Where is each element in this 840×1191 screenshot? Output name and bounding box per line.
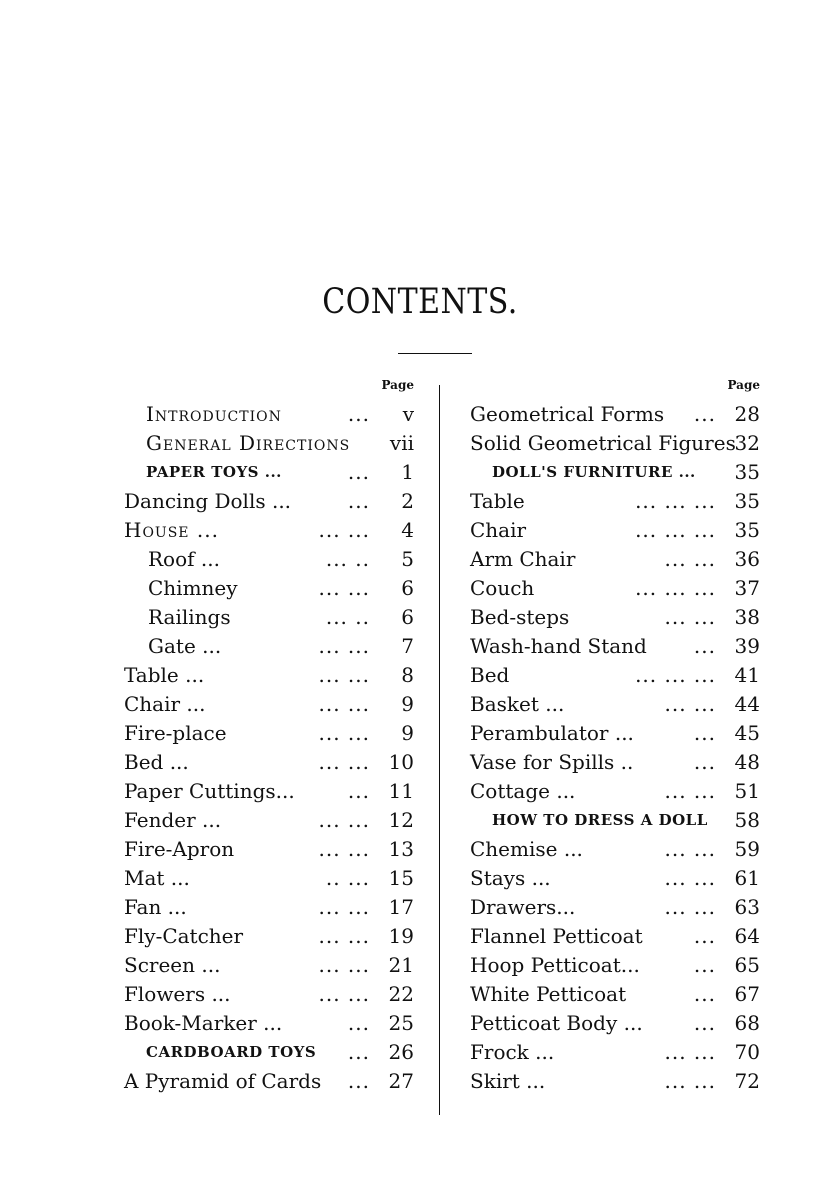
page-column-header: Page xyxy=(727,378,760,392)
contents-entry xyxy=(470,719,760,748)
entry-page-number: 39 xyxy=(734,634,760,658)
entry-title: Bed ... xyxy=(124,750,189,774)
entry-title: Book-Marker ... xyxy=(124,1011,283,1035)
entry-page-number: vii xyxy=(389,431,414,455)
contents-entry xyxy=(470,951,760,980)
entry-page-number: 22 xyxy=(388,982,414,1006)
entry-page-number: 19 xyxy=(388,924,414,948)
leader-dots: ... xyxy=(347,779,370,803)
entry-page-number: 45 xyxy=(734,721,760,745)
contents-entry xyxy=(124,1038,414,1067)
entry-page-number: 13 xyxy=(388,837,414,861)
leader-dots: .. ... xyxy=(325,866,370,890)
contents-left-column xyxy=(124,378,414,1096)
leader-dots: ... ... ... xyxy=(635,663,716,687)
contents-entry xyxy=(124,429,414,458)
contents-entry xyxy=(124,1067,414,1096)
entry-title: Table ... xyxy=(124,663,205,687)
contents-entry xyxy=(470,1038,760,1067)
contents-entry xyxy=(470,864,760,893)
contents-entry xyxy=(470,516,760,545)
leader-dots: ... .. xyxy=(325,605,370,629)
contents-entry xyxy=(124,777,414,806)
entry-page-number: 44 xyxy=(734,692,760,716)
entry-page-number: 26 xyxy=(388,1040,414,1064)
contents-entry xyxy=(470,980,760,1009)
entry-title: Bed xyxy=(470,663,510,687)
contents-entry xyxy=(124,748,414,777)
leader-dots: ... ... xyxy=(318,576,370,600)
contents-entry xyxy=(124,487,414,516)
leader-dots: ... ... xyxy=(664,547,716,571)
leader-dots: ... ... xyxy=(664,895,716,919)
entry-page-number: 32 xyxy=(734,431,760,455)
entry-page-number: 35 xyxy=(734,460,760,484)
entry-page-number: 17 xyxy=(388,895,414,919)
leader-dots: ... xyxy=(347,1040,370,1064)
contents-entry xyxy=(470,429,760,458)
leader-dots: ... xyxy=(693,953,716,977)
entry-page-number: 21 xyxy=(388,953,414,977)
entry-page-number: 6 xyxy=(401,605,414,629)
contents-entry xyxy=(124,951,414,980)
entry-page-number: 58 xyxy=(734,808,760,832)
entry-page-number: 15 xyxy=(388,866,414,890)
entry-title: Fire-Apron xyxy=(124,837,235,861)
entry-page-number: 27 xyxy=(388,1069,414,1093)
leader-dots: ... xyxy=(693,1011,716,1035)
leader-dots: ... xyxy=(347,402,370,426)
entry-page-number: 7 xyxy=(401,634,414,658)
leader-dots: ... ... xyxy=(664,1040,716,1064)
entry-title: Chimney xyxy=(148,576,238,600)
leader-dots: ... ... xyxy=(318,663,370,687)
entry-page-number: 1 xyxy=(401,460,414,484)
entry-title: DOLL'S FURNITURE ... xyxy=(492,463,696,481)
entry-page-number: 9 xyxy=(401,721,414,745)
entry-page-number: 72 xyxy=(734,1069,760,1093)
entry-page-number: 8 xyxy=(401,663,414,687)
entry-title: Mat ... xyxy=(124,866,190,890)
contents-right-column xyxy=(470,378,760,1096)
contents-entry xyxy=(124,603,414,632)
entry-page-number: 4 xyxy=(401,518,414,542)
entry-page-number: 68 xyxy=(734,1011,760,1035)
leader-dots: ... xyxy=(693,750,716,774)
entry-title: Flannel Petticoat xyxy=(470,924,643,948)
entry-title: Vase for Spills .. xyxy=(470,750,634,774)
leader-dots: ... xyxy=(347,489,370,513)
contents-entry xyxy=(470,603,760,632)
leader-dots: ... ... xyxy=(318,750,370,774)
entry-title: Railings xyxy=(148,605,231,629)
entry-title: Fender ... xyxy=(124,808,222,832)
contents-entry xyxy=(124,980,414,1009)
contents-entry xyxy=(124,1009,414,1038)
entry-title: Cottage ... xyxy=(470,779,576,803)
contents-entry xyxy=(470,777,760,806)
leader-dots: ... ... xyxy=(664,837,716,861)
contents-entry xyxy=(470,661,760,690)
entry-title: Hoop Petticoat... xyxy=(470,953,640,977)
entry-title: Wash-hand Stand xyxy=(470,634,647,658)
contents-entry xyxy=(124,661,414,690)
entry-page-number: 41 xyxy=(734,663,760,687)
entry-title: Perambulator ... xyxy=(470,721,634,745)
entry-page-number: 64 xyxy=(734,924,760,948)
entry-page-number: 11 xyxy=(388,779,414,803)
contents-entry xyxy=(124,922,414,951)
entry-page-number: 63 xyxy=(734,895,760,919)
entry-title: Fire-place xyxy=(124,721,227,745)
contents-entry xyxy=(124,458,414,487)
contents-entry xyxy=(124,574,414,603)
title-rule xyxy=(398,353,472,354)
entry-title: Chemise ... xyxy=(470,837,583,861)
contents-entry xyxy=(470,835,760,864)
entry-page-number: 67 xyxy=(734,982,760,1006)
leader-dots: ... ... xyxy=(318,924,370,948)
entry-title: Frock ... xyxy=(470,1040,555,1064)
leader-dots: ... xyxy=(693,402,716,426)
entry-title: Bed-steps xyxy=(470,605,570,629)
entry-title: Chair xyxy=(470,518,527,542)
entry-title: Flowers ... xyxy=(124,982,231,1006)
contents-entry xyxy=(124,719,414,748)
contents-entry xyxy=(470,893,760,922)
contents-entry xyxy=(470,1067,760,1096)
contents-entry xyxy=(124,632,414,661)
contents-entry xyxy=(124,690,414,719)
contents-entry xyxy=(470,1009,760,1038)
contents-entry xyxy=(124,835,414,864)
leader-dots: ... ... ... xyxy=(635,518,716,542)
leader-dots: ... xyxy=(693,982,716,1006)
entry-page-number: 9 xyxy=(401,692,414,716)
entry-title: Solid Geometrical Figures xyxy=(470,431,736,455)
entry-page-number: 2 xyxy=(401,489,414,513)
contents-entry xyxy=(470,487,760,516)
contents-entry xyxy=(470,922,760,951)
page-title: CONTENTS. xyxy=(322,282,518,322)
entry-title: Dancing Dolls ... xyxy=(124,489,292,513)
leader-dots: ... ... ... xyxy=(635,489,716,513)
contents-entry xyxy=(470,632,760,661)
leader-dots: ... ... xyxy=(318,634,370,658)
leader-dots: ... xyxy=(693,924,716,948)
leader-dots: ... xyxy=(693,634,716,658)
entry-title: Roof ... xyxy=(148,547,220,571)
entry-page-number: 6 xyxy=(401,576,414,600)
entry-page-number: 51 xyxy=(734,779,760,803)
leader-dots: ... ... xyxy=(318,721,370,745)
entry-page-number: 35 xyxy=(734,518,760,542)
contents-entry xyxy=(470,545,760,574)
entry-title: Fly-Catcher xyxy=(124,924,244,948)
contents-entry xyxy=(470,458,760,487)
leader-dots: ... ... xyxy=(664,605,716,629)
contents-entry xyxy=(124,864,414,893)
contents-entry xyxy=(124,806,414,835)
entry-page-number: 10 xyxy=(388,750,414,774)
entry-title: Screen ... xyxy=(124,953,221,977)
entry-page-number: 65 xyxy=(734,953,760,977)
entry-title: House ... xyxy=(124,518,219,542)
leader-dots: ... ... xyxy=(318,518,370,542)
leader-dots: ... xyxy=(347,460,370,484)
leader-dots: ... .. xyxy=(325,547,370,571)
contents-entry xyxy=(124,400,414,429)
leader-dots: ... ... xyxy=(664,692,716,716)
entry-page-number: 25 xyxy=(388,1011,414,1035)
entry-page-number: 37 xyxy=(734,576,760,600)
entry-page-number: 70 xyxy=(734,1040,760,1064)
entry-title: CARDBOARD TOYS xyxy=(146,1043,317,1061)
contents-entry xyxy=(470,574,760,603)
entry-page-number: 48 xyxy=(734,750,760,774)
entry-title: Basket ... xyxy=(470,692,565,716)
entry-title: Stays ... xyxy=(470,866,551,890)
leader-dots: ... ... xyxy=(318,808,370,832)
entry-title: Chair ... xyxy=(124,692,206,716)
contents-entry xyxy=(470,806,760,835)
contents-entry xyxy=(470,690,760,719)
entry-title: Geometrical Forms xyxy=(470,402,665,426)
leader-dots: ... ... xyxy=(318,895,370,919)
entry-title: White Petticoat xyxy=(470,982,627,1006)
entry-page-number: v xyxy=(402,402,414,426)
page-column-header: Page xyxy=(381,378,414,392)
entry-page-number: 28 xyxy=(734,402,760,426)
entry-page-number: 12 xyxy=(388,808,414,832)
entry-title: A Pyramid of Cards xyxy=(124,1069,322,1093)
entry-page-number: 61 xyxy=(734,866,760,890)
leader-dots: ... ... xyxy=(318,692,370,716)
entry-title: General Directions xyxy=(146,431,351,455)
contents-entry xyxy=(470,400,760,429)
entry-title: Arm Chair xyxy=(470,547,576,571)
contents-entry xyxy=(124,893,414,922)
contents-entry xyxy=(470,748,760,777)
leader-dots: ... ... xyxy=(664,779,716,803)
entry-page-number: 5 xyxy=(401,547,414,571)
leader-dots: ... xyxy=(347,1011,370,1035)
entry-title: Paper Cuttings... xyxy=(124,779,295,803)
entry-page-number: 36 xyxy=(734,547,760,571)
leader-dots: ... ... xyxy=(318,953,370,977)
leader-dots: ... ... xyxy=(318,982,370,1006)
leader-dots: ... ... ... xyxy=(635,576,716,600)
leader-dots: ... xyxy=(693,721,716,745)
entry-title: Skirt ... xyxy=(470,1069,546,1093)
entry-title: Fan ... xyxy=(124,895,187,919)
entry-title: Drawers... xyxy=(470,895,576,919)
leader-dots: ... xyxy=(347,1069,370,1093)
contents-entry xyxy=(124,516,414,545)
entry-page-number: 59 xyxy=(734,837,760,861)
entry-title: Gate ... xyxy=(148,634,222,658)
entry-title: PAPER TOYS ... xyxy=(146,463,282,481)
entry-title: Couch xyxy=(470,576,535,600)
contents-entry xyxy=(124,545,414,574)
entry-page-number: 35 xyxy=(734,489,760,513)
entry-title: Table xyxy=(470,489,525,513)
entry-title: Introduction xyxy=(146,402,282,426)
entry-title: Petticoat Body ... xyxy=(470,1011,643,1035)
entry-title: HOW TO DRESS A DOLL xyxy=(492,811,708,829)
column-divider xyxy=(439,385,440,1115)
entry-page-number: 38 xyxy=(734,605,760,629)
leader-dots: ... ... xyxy=(664,1069,716,1093)
leader-dots: ... ... xyxy=(318,837,370,861)
leader-dots: ... ... xyxy=(664,866,716,890)
